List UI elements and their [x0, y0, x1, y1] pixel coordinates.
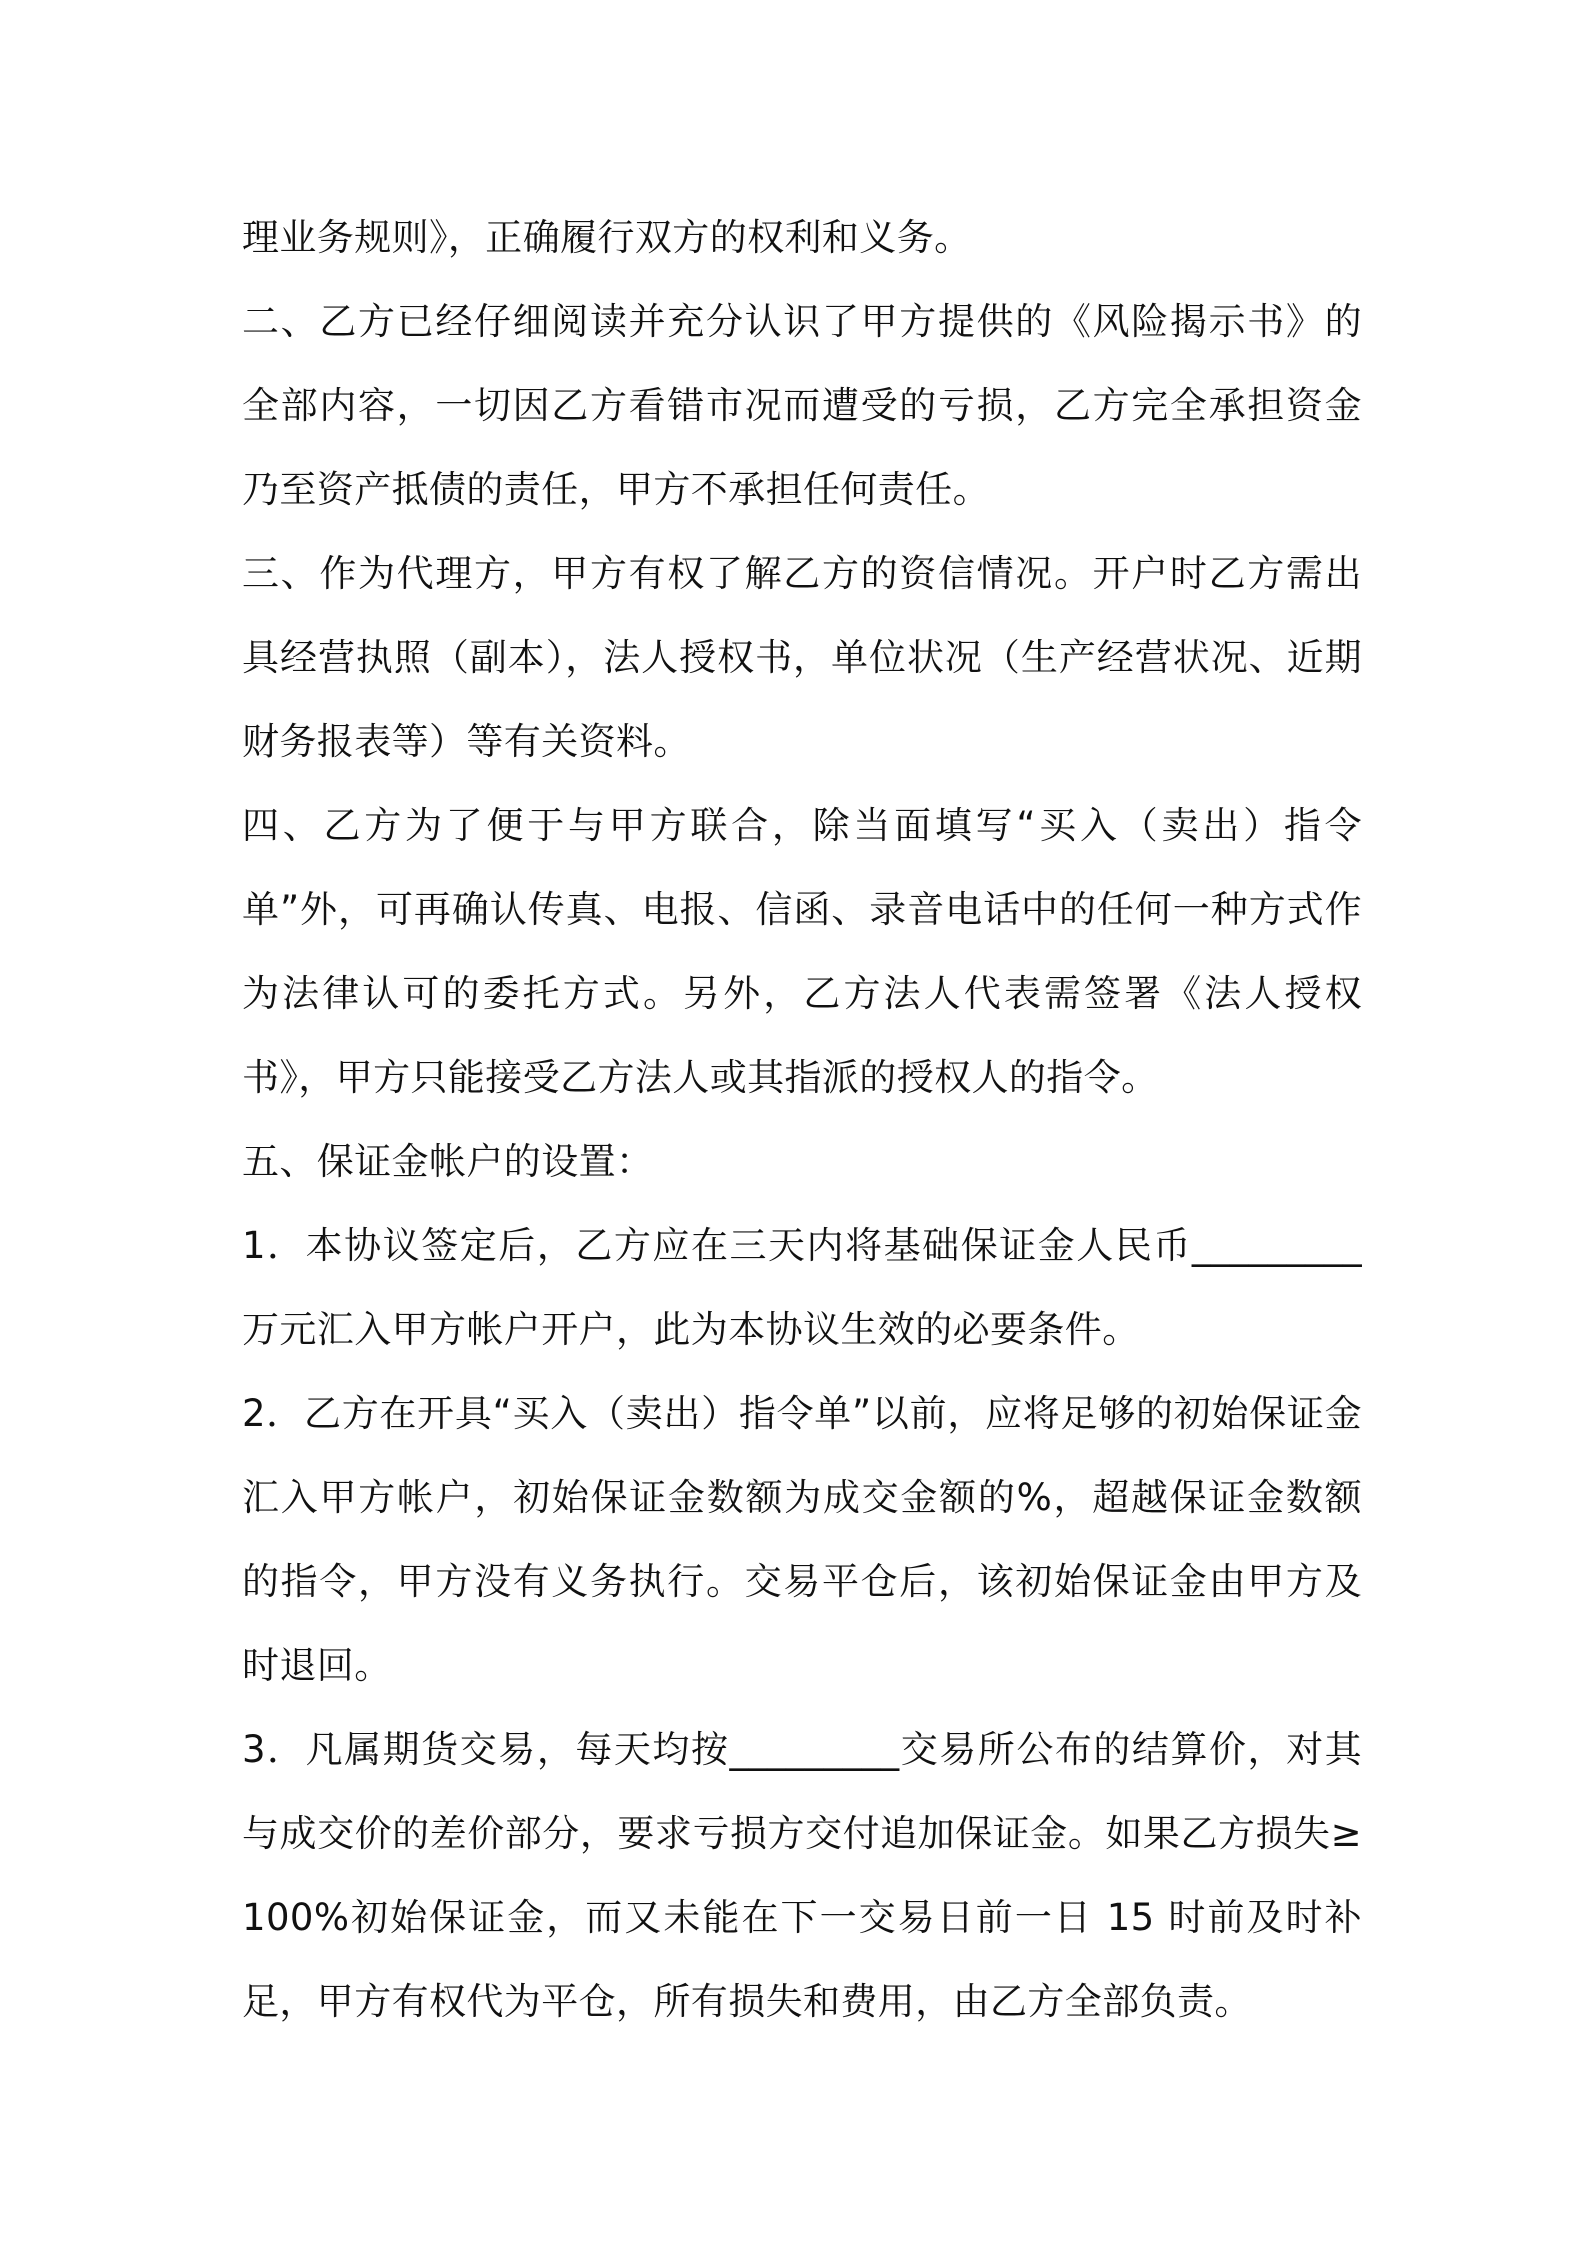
paragraph-item-2: 2．乙方在开具“买入（卖出）指令单”以前，应将足够的初始保证金汇入甲方帐户，初始保证金数额为成交金额的%，超越保证金数额的指令，甲方没有义务执行。交易平仓后，该初始保证金由甲方及时退回。	[242, 1392, 1362, 1687]
paragraph-clause-4: 四、乙方为了便于与甲方联合，除当面填写“买入（卖出）指令单”外，可再确认传真、电报、信函、录音电话中的任何一种方式作为法律认可的委托方式。另外，乙方法人代表需签署《法人授权书》，甲方只能接受乙方法人或其指派的授权人的指令。	[242, 804, 1362, 1099]
paragraph-item-1: 1．本协议签定后，乙方应在三天内将基础保证金人民币_________万元汇入甲方帐户开户，此为本协议生效的必要条件。	[242, 1224, 1362, 1351]
paragraph-clause-5-heading: 五、保证金帐户的设置：	[242, 1140, 654, 1183]
paragraph-continuation: 理业务规则》，正确履行双方的权利和义务。	[242, 216, 972, 259]
paragraph-clause-2: 二、乙方已经仔细阅读并充分认识了甲方提供的《风险揭示书》的全部内容，一切因乙方看错市况而遭受的亏损，乙方完全承担资金乃至资产抵债的责任，甲方不承担任何责任。	[242, 300, 1362, 511]
document-body	[242, 196, 1362, 2044]
paragraph-clause-3: 三、作为代理方，甲方有权了解乙方的资信情况。开户时乙方需出具经营执照（副本），法人授权书，单位状况（生产经营状况、近期财务报表等）等有关资料。	[242, 552, 1362, 763]
paragraph-item-3: 3．凡属期货交易，每天均按_________交易所公布的结算价，对其与成交价的差价部分，要求亏损方交付追加保证金。如果乙方损失≥100%初始保证金，而又未能在下一交易日前一日 15 时前及时补足，甲方有权代为平仓，所有损失和费用，由乙方全部负责。	[242, 1728, 1362, 2023]
